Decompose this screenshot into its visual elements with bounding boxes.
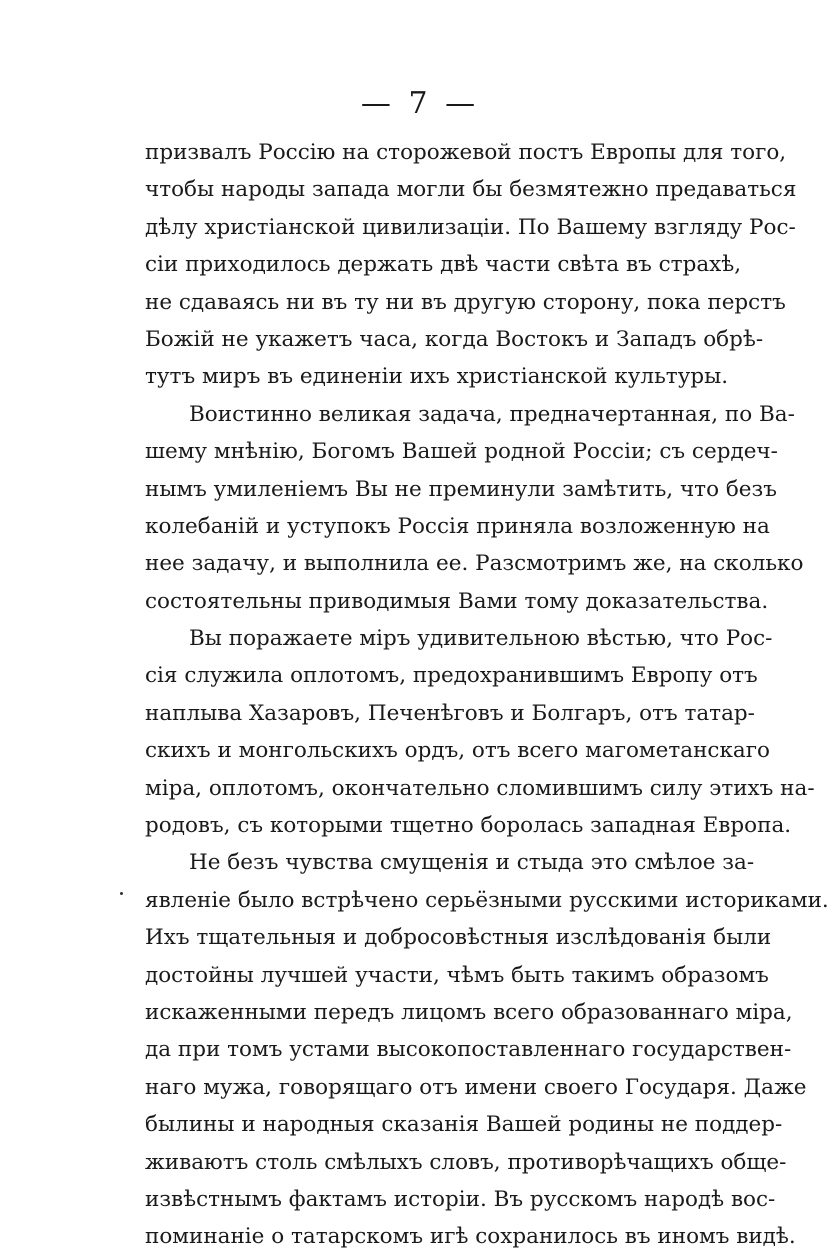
text-line: шему мнѣнію, Богомъ Вашей родной Россіи; съ сердеч- — [145, 439, 778, 465]
text-line: поминаніе о татарскомъ игѣ сохранилось въ иномъ видѣ. — [145, 1224, 796, 1250]
text-line: состоятельны приводимыя Вами тому доказательства. — [145, 588, 769, 614]
text-line: да при томъ устами высокопоставленнаго государствен- — [145, 1037, 792, 1063]
text-line: нее задачу, и выполнила ее. Разсмотримъ же, на сколько — [145, 551, 804, 577]
text-line: чтобы народы запада могли бы безмятежно предаваться — [145, 177, 797, 203]
text-line: Божій не укажетъ часа, когда Востокъ и Западъ обрѣ- — [145, 326, 764, 352]
text-line: былины и народныя сказанія Вашей родины не поддер- — [145, 1112, 783, 1138]
paragraph-first-line: Воистинно великая задача, предначертанная, по Ва- — [189, 401, 795, 427]
text-line: призвалъ Россію на сторожевой постъ Европы для того, — [145, 140, 787, 165]
text-line: родовъ, съ которыми тщетно боролась западная Европа. — [145, 813, 792, 839]
text-line: извѣстнымъ фактамъ исторіи. Въ русскомъ народѣ вос- — [145, 1186, 776, 1212]
page-number: — 7 — — [360, 86, 480, 121]
body-text — [145, 134, 829, 1256]
paragraph-first-line: Вы поражаете міръ удивительною вѣстью, что Рос- — [189, 626, 773, 652]
text-line: тутъ миръ въ единеніи ихъ христіанской культуры. — [145, 364, 729, 390]
text-line: явленіе было встрѣчено серьёзными русскими историками. — [145, 887, 829, 913]
text-line: колебаній и уступокъ Россія приняла возложенную на — [145, 513, 770, 539]
text-line: сіи приходилось держать двѣ части свѣта въ страхѣ, — [145, 252, 742, 278]
text-line: наго мужа, говорящаго отъ имени своего Государя. Даже — [145, 1074, 807, 1100]
text-line: дѣлу христіанской цивилизаціи. По Вашему взгляду Рос- — [145, 214, 796, 240]
text-line: скихъ и монгольскихъ ордъ, отъ всего магометанскаго — [145, 738, 770, 764]
text-line: міра, оплотомъ, окончательно сломившимъ силу этихъ на- — [145, 775, 815, 801]
print-speck — [120, 892, 123, 895]
text-line: нымъ умиленіемъ Вы не преминули замѣтить, что безъ — [145, 476, 777, 502]
text-line: искаженными передъ лицомъ всего образованнаго міра, — [145, 999, 793, 1025]
text-line: достойны лучшей участи, чѣмъ быть такимъ образомъ — [145, 962, 769, 988]
text-line: сія служила оплотомъ, предохранившимъ Европу отъ — [145, 663, 758, 689]
paragraph-first-line: Не безъ чувства смущенія и стыда это смѣлое за- — [189, 850, 755, 876]
text-line: не сдаваясь ни въ ту ни въ другую сторону, пока перстъ — [145, 289, 786, 315]
text-line: наплыва Хазаровъ, Печенѣговъ и Болгаръ, отъ татар- — [145, 700, 755, 726]
text-line: Ихъ тщательныя и добросовѣстныя изслѣдованія были — [145, 925, 772, 951]
text-line: живаютъ столь смѣлыхъ словъ, противорѣчащихъ обще- — [145, 1149, 787, 1175]
